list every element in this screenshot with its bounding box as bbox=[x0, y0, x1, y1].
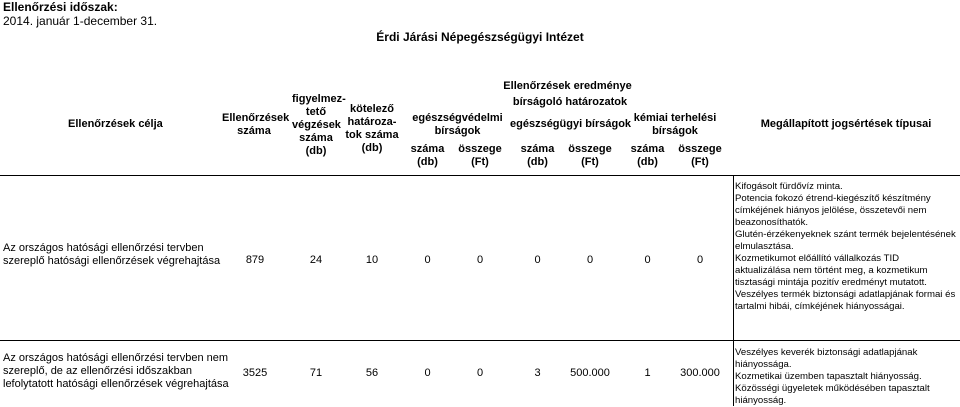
subheader-db-1: száma (db) bbox=[410, 143, 445, 168]
period-label: Ellenőrzési időszak: bbox=[3, 0, 118, 14]
subheader-db-3: száma (db) bbox=[630, 143, 665, 168]
period-value: 2014. január 1-december 31. bbox=[3, 14, 158, 28]
row-findings: Veszélyes keverék biztonsági adatlapjának hiányossága. Kozmetikai üzemben tapasztalt hiányosság. Közösségi ügyeletek működésében tapasztalt hiányosság. bbox=[735, 347, 930, 406]
cell-c-db: 1 bbox=[644, 367, 651, 379]
institute-title: Érdi Járási Népegészségügyi Intézet bbox=[376, 30, 584, 44]
header-warnings: figyelmez- tető végzések száma (db) bbox=[292, 93, 346, 157]
header-count: Ellenőrzések száma bbox=[222, 112, 290, 137]
cell-c-ft: 300.000 bbox=[680, 367, 720, 379]
header-goal: Ellenőrzések célja bbox=[68, 118, 163, 130]
row-goal: Az országos hatósági ellenőrzési tervben szereplő hatósági ellenőrzések végrehajtása bbox=[3, 242, 221, 267]
cell-count: 3525 bbox=[242, 367, 268, 379]
row-findings: Kifogásolt fürdővíz minta. Potencia fokozó étrend-kiegészítő készítmény címkéjének hiányos jelölése, összetevői nem beazonosíthatók. Glutén-érzékenyeknek szánt termék bejelentésének elmulasztása. Kozmetikumot előállító vállalkozás TID aktualizálása nem történt meg, a kozmetikum tisztasági mintája pozitív eredményt mutatott. Veszélyes termék biztonsági adatlapjának formai és tartalmi hibái, címkéjének hiányosságai. bbox=[735, 181, 956, 312]
cell-count: 879 bbox=[245, 254, 265, 266]
header-results: Ellenőrzések eredménye bbox=[503, 80, 632, 92]
header-findings: Megállapított jogsértések típusai bbox=[760, 118, 932, 130]
cell-c-ft: 0 bbox=[696, 254, 704, 266]
header-fine-decisions: bírságoló határozatok bbox=[512, 96, 628, 108]
subheader-db-2: száma (db) bbox=[520, 143, 555, 168]
header-chemical: kémiai terhelési bírságok bbox=[633, 112, 717, 137]
period-block bbox=[3, 0, 157, 28]
cell-mandatory: 10 bbox=[365, 254, 379, 266]
cell-mandatory: 56 bbox=[365, 367, 379, 379]
table-row bbox=[0, 175, 960, 341]
cell-warnings: 71 bbox=[309, 367, 323, 379]
subheader-ft-1: összege (Ft) bbox=[458, 143, 502, 168]
cell-warnings: 24 bbox=[309, 254, 323, 266]
cell-h-db: 3 bbox=[534, 367, 541, 379]
table-row bbox=[0, 340, 960, 407]
cell-hp-ft: 0 bbox=[476, 367, 484, 379]
cell-hp-db: 0 bbox=[424, 254, 431, 266]
header-mandatory: kötelező határoza- tok száma (db) bbox=[345, 103, 399, 154]
cell-hp-ft: 0 bbox=[476, 254, 484, 266]
row-goal: Az országos hatósági ellenőrzési tervben nem szereplő, de az ellenőrzési időszakban lefolytatott hatósági ellenőrzések végrehajtása bbox=[3, 352, 229, 390]
subheader-ft-3: összege (Ft) bbox=[678, 143, 722, 168]
divider-findings bbox=[733, 175, 734, 406]
cell-h-db: 0 bbox=[534, 254, 541, 266]
cell-h-ft: 0 bbox=[586, 254, 594, 266]
subheader-ft-2: összege (Ft) bbox=[568, 143, 612, 168]
cell-c-db: 0 bbox=[644, 254, 651, 266]
cell-hp-db: 0 bbox=[424, 367, 431, 379]
cell-h-ft: 500.000 bbox=[570, 367, 610, 379]
header-health-protection: egészségvédelmi bírságok bbox=[412, 112, 503, 137]
header-health: egészségügyi bírságok bbox=[510, 118, 632, 130]
